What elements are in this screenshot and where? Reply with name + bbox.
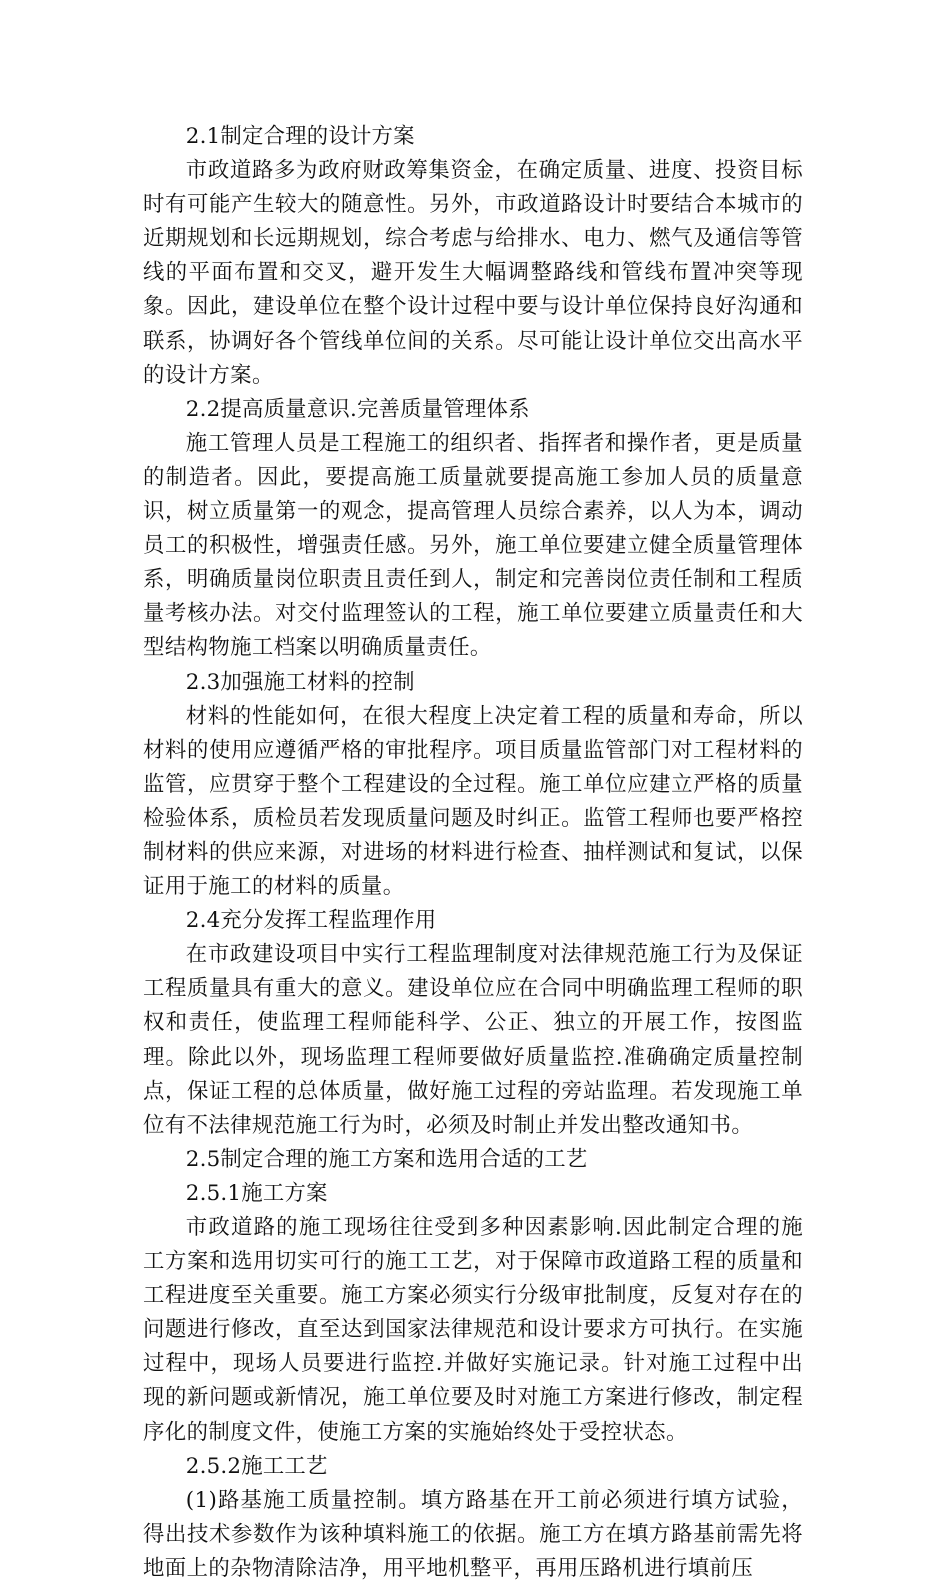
paragraph-material-control: 材料的性能如何，在很大程度上决定着工程的质量和寿命，所以材料的使用应遵循严格的审批程序。项目质量监管部门对工程材料的监管，应贯穿于整个工程建设的全过程。施工单位应建立严格的质量检验体系，质检员若发现质量问题及时纠正。监管工程师也要严格控制材料的供应来源，对进场的材料进行检查、抽样测试和复试，以保证用于施工的材料的质量。: [143, 703, 803, 900]
section-heading-2-5-2: 2.5.2施工工艺: [185, 1453, 328, 1479]
section-heading-2-3: 2.3加强施工材料的控制: [185, 669, 415, 695]
paragraph-supervision: 在市政建设项目中实行工程监理制度对法律规范施工行为及保证工程质量具有重大的意义。建设单位应在合同中明确监理工程师的职权和责任，使监理工程师能科学、公正、独立的开展工作，按图监理。除此以外，现场监理工程师要做好质量监控.准确确定质量控制点，保证工程的总体质量，做好施工过程的旁站监理。若发现施工单位有不法律规范施工行为时，必须及时制止并发出整改通知书。: [143, 942, 803, 1138]
paragraph-construction-process: (1)路基施工质量控制。填方路基在开工前必须进行填方试验，得出技术参数作为该种填料施工的依据。施工方在填方路基前需先将地面上的杂物清除洁净，用平地机整平，再用压路机进行填前压: [143, 1487, 803, 1581]
section-heading-2-2: 2.2提高质量意识.完善质量管理体系: [185, 396, 530, 422]
paragraph-construction-plan: 市政道路的施工现场往往受到多种因素影响.因此制定合理的施工方案和选用切实可行的施工工艺，对于保障市政道路工程的质量和工程进度至关重要。施工方案必须实行分级审批制度，反复对存在的问题进行修改，直至达到国家法律规范和设计要求方可执行。在实施过程中，现场人员要进行监控.并做好实施记录。针对施工过程中出现的新问题或新情况，施工单位要及时对施工方案进行修改，制定程序化的制度文件，使施工方案的实施始终处于受控状态。: [143, 1215, 803, 1445]
paragraph-design-plan: 市政道路多为政府财政筹集资金，在确定质量、进度、投资目标时有可能产生较大的随意性。另外，市政道路设计时要结合本城市的近期规划和长远期规划，综合考虑与给排水、电力、燃气及通信等管线的平面布置和交叉，避开发生大幅调整路线和管线布置冲突等现象。因此，建设单位在整个设计过程中要与设计单位保持良好沟通和联系，协调好各个管线单位间的关系。尽可能让设计单位交出高水平的设计方案。: [143, 158, 803, 388]
section-heading-2-1: 2.1制定合理的设计方案: [185, 124, 415, 149]
section-heading-2-4: 2.4充分发挥工程监理作用: [185, 908, 437, 934]
paragraph-quality-awareness: 施工管理人员是工程施工的组织者、指挥者和操作者，更是质量的制造者。因此，要提高施工质量就要提高施工参加人员的质量意识，树立质量第一的观念，提高管理人员综合素养，以人为本，调动员工的积极性，增强责任感。另外，施工单位要建立健全质量管理体系，明确质量岗位职责且责任到人，制定和完善岗位责任制和工程质量考核办法。对交付监理签认的工程，施工单位要建立质量责任和大型结构物施工档案以明确质量责任。: [143, 430, 803, 661]
document-page: [143, 120, 803, 1586]
section-heading-2-5: 2.5制定合理的施工方案和选用合适的工艺: [185, 1146, 588, 1172]
section-heading-2-5-1: 2.5.1施工方案: [185, 1180, 328, 1206]
